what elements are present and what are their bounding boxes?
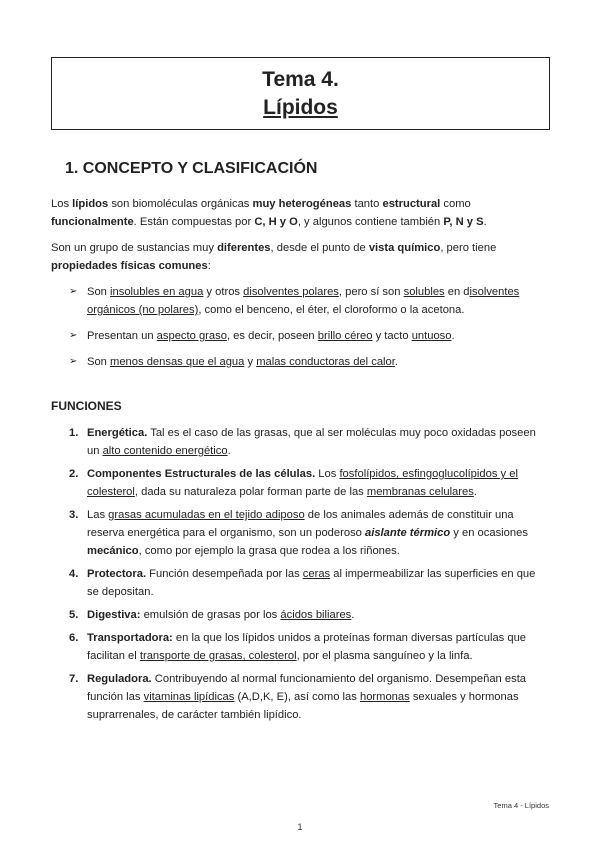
arrow-bullet-icon: ➢ — [69, 286, 78, 297]
list-item: 7. Reguladora. Contribuyendo al normal funcionamiento del organismo. Desempeñan esta función las vitaminas lipídicas (A,D,K, E), así como las hormonas sexuales y hormonas suprarrenales, de carácter también lipídico. — [69, 673, 527, 721]
functions-heading: FUNCIONES — [51, 399, 122, 413]
functions-list — [51, 424, 550, 724]
arrow-bullet-icon: ➢ — [69, 330, 78, 341]
document-subtitle: Lípidos — [263, 96, 338, 119]
list-item: ➢ Son insolubles en agua y otros disolventes polares, pero sí son solubles en disolventes orgánicos (no polares), como el benceno, el éter, el cloroformo o la acetona. — [69, 283, 550, 319]
title-box — [51, 57, 550, 130]
arrow-bullet-icon: ➢ — [69, 356, 78, 367]
list-item: 2. Componentes Estructurales de las células. Los fosfolípidos, esfingoglucolípidos y el colesterol, dada su naturaleza polar forman parte de las membranas celulares. — [69, 468, 518, 498]
page-number: 1 — [297, 822, 303, 832]
list-item: 1. Energética. Tal es el caso de las grasas, que al ser moléculas muy poco oxidadas poseen un alto contenido energético. — [69, 427, 536, 457]
footer-note: Tema 4 - Lípidos — [493, 801, 549, 810]
properties-list — [69, 283, 550, 371]
list-item: 4. Protectora. Función desempeñada por las ceras al impermeabilizar las superficies en que se depositan. — [69, 568, 536, 598]
list-item: 3. Las grasas acumuladas en el tejido adiposo de los animales además de constituir una reserva energética para el organismo, son un poderoso aislante térmico y en ocasiones mecánico, como por ejemplo la grasa que rodea a los riñones. — [69, 509, 528, 557]
list-item: ➢ Presentan un aspecto graso, es decir, poseen brillo céreo y tacto untuoso. — [69, 327, 550, 345]
list-item: 5. Digestiva: emulsión de grasas por los ácidos biliares. — [69, 609, 355, 621]
list-item: 6. Transportadora: en la que los lípidos unidos a proteínas forman diversas partículas que facilitan el transporte de grasas, colesterol, por el plasma sanguíneo y la linfa. — [69, 632, 527, 662]
document-title: Tema 4. — [262, 68, 339, 91]
intro-paragraph: Los lípidos son biomoléculas orgánicas muy heterogéneas tanto estructural como funcionalmente. Están compuestas por C, H y O, y algunos contiene también P, N y S. — [51, 198, 487, 228]
page-content — [51, 157, 550, 729]
properties-paragraph: Son un grupo de sustancias muy diferentes, desde el punto de vista químico, pero tiene propiedades físicas comunes: — [51, 242, 497, 272]
section-heading: 1. CONCEPTO Y CLASIFICACIÓN — [65, 160, 318, 177]
list-item: ➢ Son menos densas que el agua y malas conductoras del calor. — [69, 353, 550, 371]
